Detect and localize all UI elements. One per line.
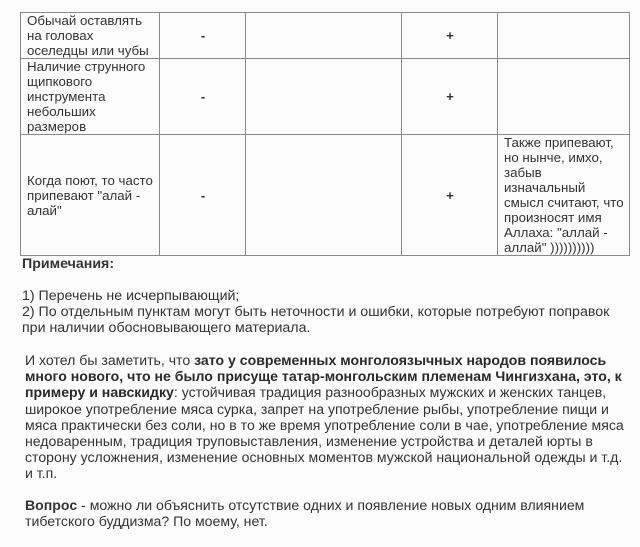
table-row [21, 135, 630, 256]
remark-rest: : устойчивая традиция разнообразных мужских и женских танцев, широкое употребление мяса сурка, запрет на употребление рыбы, употребление пищи и мяса практически без соли, но в то же время употребление соли в чае, употребление мяса недоваренным, традиция труповыставления, изменение устройства и деталей юрты в сторону усложнения, изменение основных моментов мужской национальной одежды и т.д. и т.п. [25, 384, 624, 482]
question-paragraph [25, 497, 630, 529]
cell-mark-plus: + [402, 13, 498, 59]
question-text: - можно ли объяснить отсутствие одних и появление новых одним влиянием тибетского буддизма? По моему, нет. [25, 497, 585, 530]
cell-empty [246, 135, 402, 256]
cell-mark-minus: - [160, 135, 246, 256]
remark-intro: И хотел бы заметить, что [25, 352, 195, 368]
comparison-table [20, 12, 630, 256]
table-row [21, 13, 630, 59]
row-label: Обычай оставлять на головах оселедцы или чубы [21, 13, 160, 59]
row-label: Наличие струнного щипкового инструмента небольших размеров [21, 59, 160, 135]
cell-mark-plus: + [402, 135, 498, 256]
cell-mark-minus: - [160, 59, 246, 135]
cell-note [498, 13, 630, 59]
note-item: 2) По отдельным пунктам могут быть неточности и ошибки, которые потребуют поправок при наличии обосновывающего материала. [22, 304, 610, 336]
remark-paragraph [25, 352, 630, 482]
notes-title: Примечания: [22, 256, 115, 272]
notes-section [22, 256, 627, 336]
cell-note [498, 59, 630, 135]
cell-empty [246, 13, 402, 59]
cell-mark-plus: + [402, 59, 498, 135]
row-label: Когда поют, то часто припевают "алай - алай" [21, 135, 160, 256]
table-row [21, 59, 630, 135]
cell-empty [246, 59, 402, 135]
cell-mark-minus: - [160, 13, 246, 59]
question-label: Вопрос [25, 497, 78, 513]
note-item: 1) Перечень не исчерпывающий; [22, 288, 240, 304]
remark-bold: зато у современных монголоязычных народов появилось много нового, что не было присуще татар-монгольским племенам Чингизхана, это, к примеру и навскидку [25, 352, 622, 401]
cell-note: Также припевают, но нынче, имхо, забыв изначальный смысл считают, что произносят имя Аллаха: "аллай - аллай" )))))))))) [498, 135, 630, 256]
